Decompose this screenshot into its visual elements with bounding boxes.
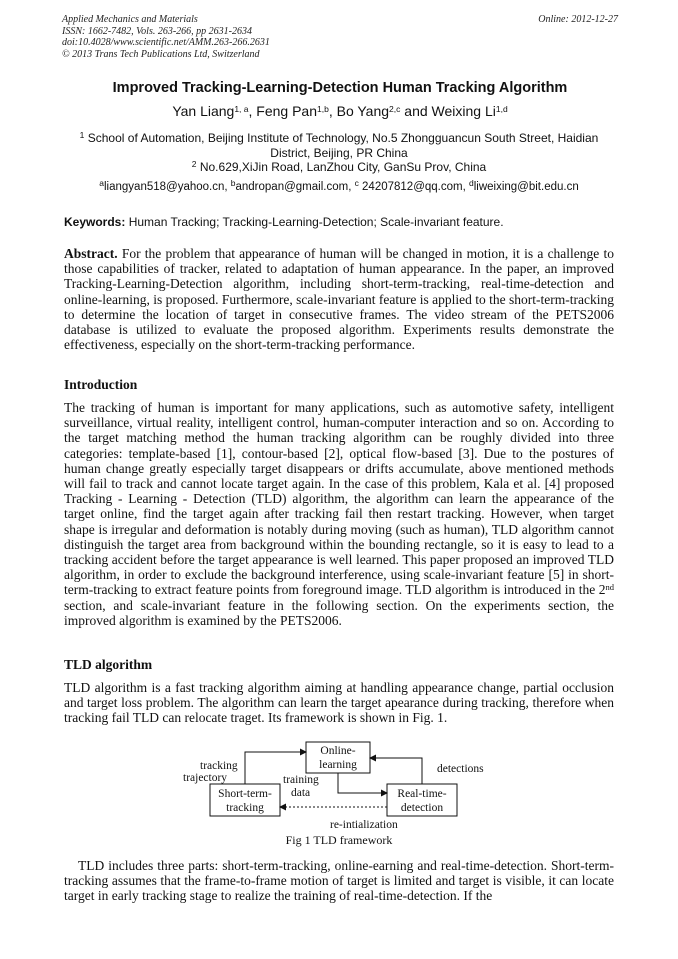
journal-header [62,14,618,60]
arrow-learning-to-detection [338,773,387,793]
email-link[interactable]: andropan@gmail.com [235,181,349,193]
author-affiliation-mark: 1,d [495,104,508,114]
real-time-label-2: detection [400,802,444,814]
tracking-trajectory-label-2: trajectory [183,772,228,784]
affiliation-1: $^1$ School of Automation, Beijing Institute of Technology, No.5 Zhongguancun South Street, Haidian District, Beijing, PR China [79,130,599,160]
tld-body: TLD algorithm is a fast tracking algorithm aiming at handling appearance change, partial occlusion and target loss problem. The algorithm can learn the target apearance during tracking, therefore when tracking fail TLD can relocate traget. Its framework is shown in Fig. 1. [64,680,614,726]
real-time-label-1: Real-time- [397,788,447,800]
author-affiliation-mark: 2,c [389,104,401,114]
author-name: Bo Yang [336,103,390,119]
keywords-text: Human Tracking; Tracking-Learning-Detection; Scale-invariant feature. [128,215,504,229]
abstract-text: For the problem that appearance of human will be changed in motion, it is a challenge to those capabilities of tracker, related to adaptation of human appearance. In the paper, an improved Tracking-Learning-Detection algorithm, including short-term-tracking, real-time-detection and online-learning, is proposed. Furthermore, scale-invariant feature is applied to the short-term-tracking to determine the location of target in consecutive frames. The video stream of the PETS2006 database is utilized to evaluate the proposed algorithm. Experiments results demonstrate the effectiveness, especially on the short-term-tracking performance. [64,246,614,353]
keywords-label: Keywords: [64,215,126,229]
journal-copyright: © 2013 Trans Tech Publications Ltd, Switzerland [62,48,260,60]
author-emails: $^a$liangyan518@yahoo.cn, $^b$andropan@gmail.com, $^c$ 24207812@qq.com, $^d$liweixing@bit.edu.cn [99,178,579,193]
training-data-label-2: data [291,787,311,799]
section-heading-introduction: Introduction [64,377,138,392]
author-name: Yan Liang [172,103,235,119]
email-link[interactable]: liweixing@bit.edu.cn [473,181,579,193]
author-name: Feng Pan [256,103,318,119]
section-heading-tld: TLD algorithm [64,657,153,672]
author-affiliation-mark: 1,b [317,104,329,114]
online-date: Online: 2012-12-27 [538,14,618,25]
author-list: Yan Liang$^{1, a}$, Feng Pan$^{1,b}$, Bo Yang$^{2,c}$ and Weixing Li$^{1,d}$ [172,103,508,119]
reinitialization-label: re-intialization [330,819,398,831]
detections-label: detections [437,763,484,775]
author-name: Weixing Li [431,103,496,119]
abstract-label: Abstract. [64,246,118,261]
arrow-detection-to-learning [370,758,422,784]
tld-parts-paragraph: TLD includes three parts: short-term-tracking, online-earning and real-time-detection. Short-term-tracking assumes that the frame-to-frame motion of target is limited and target is visible, it can locate target in early tracking stage to realize the training of real-time-detection. If the [64,858,614,904]
introduction-body: The tracking of human is important for many applications, such as automotive safety, intelligent surveillance, virtual reality, intelligent control, human-computer interaction and so on. According to the target matching method the human tracking algorithm can be roughly divided into three categories: template-based [1], contour-based [2], optical flow-based [3]. Due to the postures of human change greatly especially target disappears or drifts accumulate, above mentioned methods will fail to track and cannot locate target again. In the case of this problem, Kala et al. [4] proposed Tracking - Learning - Detection (TLD) algorithm, the algorithm can learn the appearance of the target online, find the target again after tracking fail then restart tracking. However, when target shape is irregular and deformation is notably during moving (such as human), TLD algorithm cannot distinguish the target area from background within the bounding rectangle, so it is easy to lead to a tracking accident before the target appearance is well learned. This paper proposed an improved TLD algorithm, in order to exclude the background interference, using scale-invariant feature [5] in short-term-tracking to extract feature points from foreground image. TLD algorithm is introduced in the 2nd section, and scale-invariant feature in the following section. On the experiments section, the improved algorithm is examined by the PETS2006. [64,400,614,628]
online-learning-label-1: Online- [320,745,356,757]
paper-title: Improved Tracking-Learning-Detection Human Tracking Algorithm [112,80,568,96]
journal-issn: ISSN: 1662-7482, Vols. 263-266, pp 2631-2634 [62,25,252,37]
author-affiliation-mark: 1, a [234,104,249,114]
abstract [64,246,614,352]
keywords [64,215,614,229]
training-data-label-1: training [283,774,319,786]
journal-doi: doi:10.4028/www.scientific.net/AMM.263-266.2631 [62,37,270,48]
figure-caption: Fig 1 TLD framework [285,833,393,847]
online-learning-label-2: learning [319,759,357,771]
email-link[interactable]: liangyan518@yahoo.cn [104,181,225,193]
email-link[interactable]: 24207812@qq.com [362,181,463,193]
short-term-label-1: Short-term- [218,788,272,800]
affiliation-2: $^2$ No.629,XiJin Road, LanZhou City, GanSu Prov, China [191,159,487,174]
short-term-label-2: tracking [226,802,264,814]
tracking-trajectory-label-1: tracking [200,760,238,772]
journal-name: Applied Mechanics and Materials [62,14,198,25]
